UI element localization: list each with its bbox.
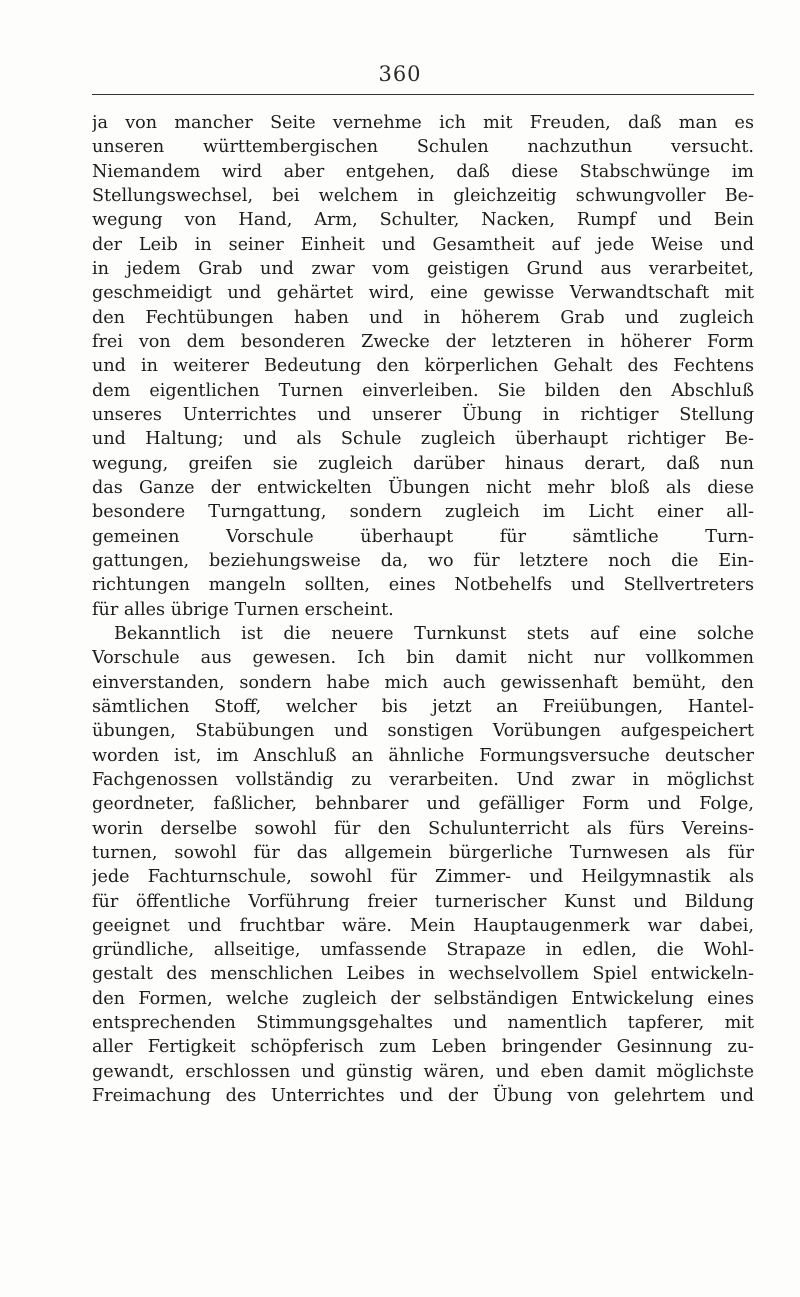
text-line: einverstanden, sondern habe mich auch gewissenhaft bemüht, den: [92, 672, 754, 693]
text-line: besondere Turngattung, sondern zugleich im Licht einer all-: [92, 502, 754, 523]
text-line: unseres Unterrichtes und unserer Übung in richtiger Stellung: [92, 404, 754, 425]
text-line: gründliche, allseitige, umfassende Strapaze in edlen, die Wohl-: [92, 940, 754, 961]
text-line: gewandt, erschlossen und günstig wären, und eben damit möglichste: [92, 1061, 754, 1082]
text-line: für öffentliche Vorführung freier turnerischer Kunst und Bildung: [92, 891, 754, 912]
text-line: Stellungswechsel, bei welchem in gleichzeitig schwungvoller Be-: [92, 185, 754, 206]
text-line: gestalt des menschlichen Leibes in wechselvollem Spiel entwickeln-: [92, 964, 754, 985]
text-line: der Leib in seiner Einheit und Gesamtheit auf jede Weise und: [92, 234, 754, 255]
text-line: worden ist, im Anschluß an ähnliche Formungsversuche deutscher: [92, 745, 754, 766]
text-line: frei von dem besonderen Zwecke der letzteren in höherer Form: [92, 331, 754, 352]
text-line: Bekanntlich ist die neuere Turnkunst stets auf eine solche: [114, 623, 754, 644]
text-line: den Formen, welche zugleich der selbständigen Entwickelung eines: [92, 988, 754, 1009]
text-line: Freimachung des Unterrichtes und der Übung von gelehrtem und: [92, 1086, 754, 1107]
text-line: und Haltung; und als Schule zugleich überhaupt richtiger Be-: [92, 429, 754, 450]
text-line: geschmeidigt und gehärtet wird, eine gewisse Verwandtschaft mit: [92, 283, 754, 304]
text-line: unseren württembergischen Schulen nachzuthun versucht.: [92, 137, 754, 158]
text-line: Niemandem wird aber entgehen, daß diese Stabschwünge im: [92, 161, 754, 182]
page-number: 360: [378, 62, 422, 86]
text-line: geeignet und fruchtbar wäre. Mein Hauptaugenmerk war dabei,: [92, 915, 754, 936]
text-line: dem eigentlichen Turnen einverleiben. Sie bilden den Abschluß: [92, 380, 754, 401]
body-text: [92, 111, 754, 1108]
text-line: sämtlichen Stoff, welcher bis jetzt an Freiübungen, Hantel-: [92, 696, 754, 717]
text-line: wegung, greifen sie zugleich darüber hinaus derart, daß nun: [92, 453, 754, 474]
text-line: und in weiterer Bedeutung den körperlichen Gehalt des Fechtens: [92, 356, 754, 377]
text-line: jede Fachturnschule, sowohl für Zimmer- und Heilgymnastik als: [92, 867, 754, 888]
text-line: turnen, sowohl für das allgemein bürgerliche Turnwesen als für: [92, 842, 754, 863]
text-line: Vorschule aus gewesen. Ich bin damit nicht nur vollkommen: [92, 648, 754, 669]
text-line: aller Fertigkeit schöpferisch zum Leben bringender Gesinnung zu-: [92, 1037, 754, 1058]
text-line: für alles übrige Turnen erscheint.: [92, 599, 394, 620]
text-line: worin derselbe sowohl für den Schulunterricht als fürs Vereins-: [92, 818, 754, 839]
header-rule: [92, 94, 754, 95]
text-line: das Ganze der entwickelten Übungen nicht mehr bloß als diese: [92, 477, 754, 498]
text-line: übungen, Stabübungen und sonstigen Vorübungen aufgespeichert: [92, 721, 754, 742]
text-line: Fachgenossen vollständig zu verarbeiten. Und zwar in möglichst: [92, 769, 754, 790]
text-line: den Fechtübungen haben und in höherem Grab und zugleich: [92, 307, 754, 328]
text-line: entsprechenden Stimmungsgehaltes und namentlich tapferer, mit: [92, 1013, 754, 1034]
text-line: ja von mancher Seite vernehme ich mit Freuden, daß man es: [92, 113, 754, 133]
text-line: wegung von Hand, Arm, Schulter, Nacken, Rumpf und Bein: [92, 210, 754, 231]
text-line: gemeinen Vorschule überhaupt für sämtliche Turn-: [92, 526, 754, 547]
text-line: gattungen, beziehungsweise da, wo für letztere noch die Ein-: [92, 550, 754, 571]
text-line: richtungen mangeln sollten, eines Notbehelfs und Stellvertreters: [92, 575, 754, 596]
text-line: geordneter, faßlicher, behnbarer und gefälliger Form und Folge,: [92, 794, 754, 815]
text-line: in jedem Grab und zwar vom geistigen Grund aus verarbeitet,: [92, 258, 754, 279]
